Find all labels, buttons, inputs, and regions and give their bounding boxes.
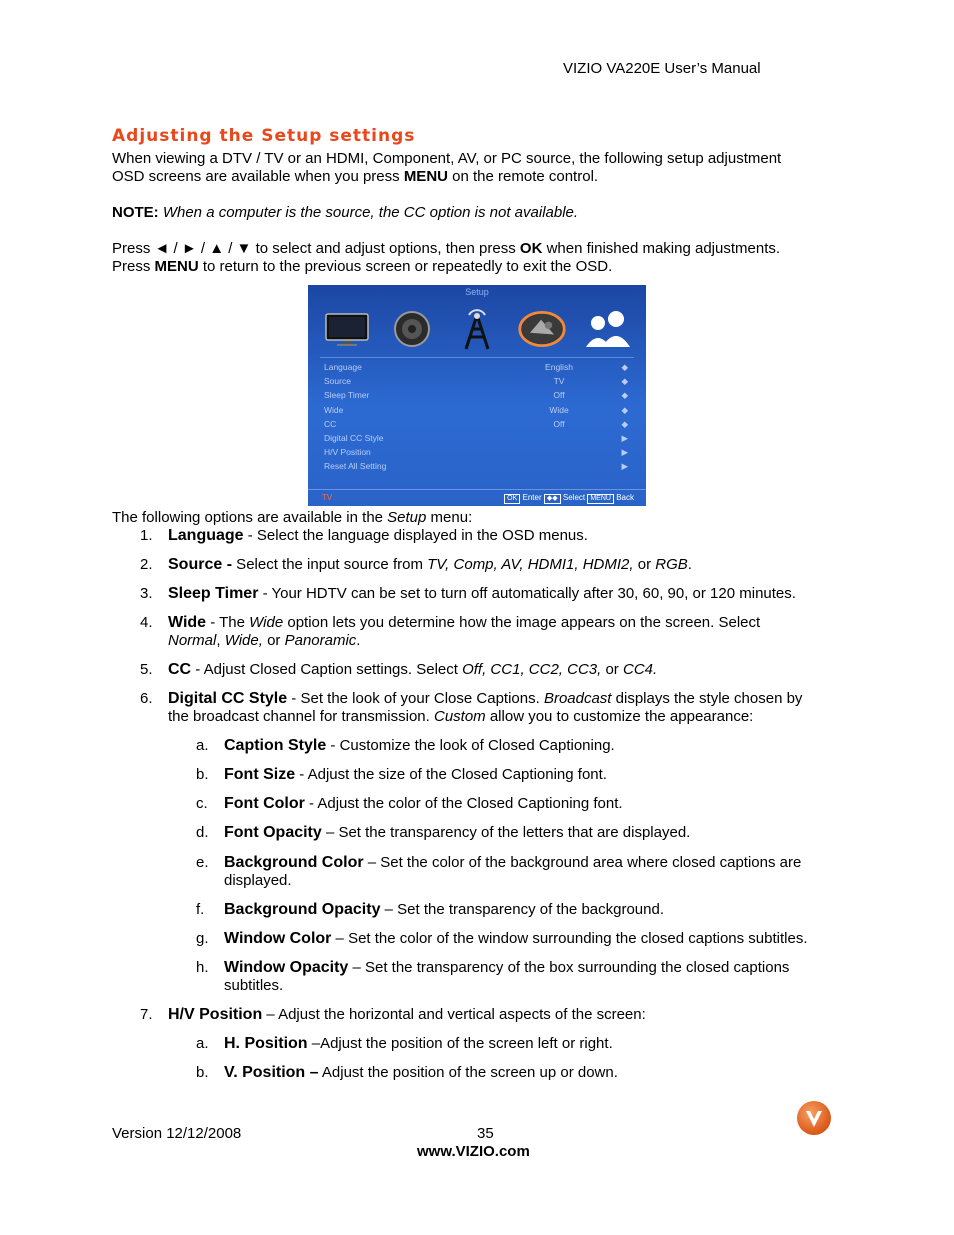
osd-row-sleep-timer[interactable]: Sleep Timer Off ◆ [324, 390, 628, 401]
osd-menu-list [324, 362, 634, 476]
section-title: Adjusting the Setup settings [112, 126, 416, 146]
osd-row-source[interactable]: Source TV ◆ [324, 376, 628, 387]
osd-hints: OK Enter ◆◆ Select MENU Back [504, 493, 634, 504]
option-term: CC [168, 661, 192, 678]
osd-title: Setup [465, 287, 489, 297]
option-term: Digital CC Style [168, 690, 288, 707]
submenu-arrow-icon: ▶ [621, 432, 628, 443]
option-term: Language [168, 527, 244, 544]
manual-header: VIZIO VA220E User’s Manual [563, 60, 761, 77]
osd-hint-bar [308, 489, 646, 506]
note-label: NOTE: [112, 204, 159, 221]
speaker-icon [387, 306, 437, 352]
osd-row-cc[interactable]: CC Off ◆ [324, 418, 628, 429]
note-text: When a computer is the source, the CC option is not available. [158, 204, 579, 221]
osd-row-hv-position[interactable]: H/V Position ▶ [324, 447, 628, 458]
osd-icon-bar [322, 303, 632, 355]
page-number: 35 [477, 1125, 494, 1142]
press-paragraph: Press ◄ / ► / ▲ / ▼ to select and adjust options, then press OK when finished making adjustments. Press MENU to return to the previous screen or repeatedly to exit the OSD. [112, 240, 781, 275]
osd-setup-screenshot [308, 285, 646, 506]
intro-paragraph [112, 150, 832, 186]
note-paragraph [112, 204, 832, 222]
intro-line-2: OSD screens are available when you press MENU on the remote control. [112, 168, 599, 185]
adjust-arrow-icon: ◆ [621, 418, 628, 429]
adjust-arrow-icon: ◆ [621, 404, 628, 415]
footer-version: Version 12/12/2008 [112, 1125, 242, 1142]
submenu-arrow-icon: ▶ [621, 461, 628, 472]
osd-row-reset-all[interactable]: Reset All Setting ▶ [324, 461, 628, 472]
adjust-arrow-icon: ◆ [621, 376, 628, 387]
option-term: Sleep Timer [168, 585, 259, 602]
ok-key-icon: OK [504, 494, 520, 504]
osd-divider [320, 357, 634, 358]
vizio-logo-icon [797, 1101, 831, 1135]
setup-icon [517, 306, 567, 352]
option-term: Source - [168, 556, 233, 573]
antenna-icon [452, 306, 502, 352]
nav-key-icon: ◆◆ [544, 494, 561, 504]
osd-source-label: TV [322, 493, 333, 502]
osd-row-language[interactable]: Language English ◆ [324, 362, 628, 372]
intro-line-1: When viewing a DTV / TV or an HDMI, Component, AV, or PC source, the following setup adjustment [112, 150, 782, 167]
osd-row-wide[interactable]: Wide Wide ◆ [324, 404, 628, 415]
option-term: Wide [168, 614, 207, 631]
users-icon [582, 306, 632, 352]
option-term: H/V Position [168, 1006, 263, 1023]
tv-icon [322, 306, 372, 352]
submenu-arrow-icon: ▶ [621, 447, 628, 458]
footer-url[interactable]: www.VIZIO.com [417, 1143, 530, 1160]
adjust-arrow-icon: ◆ [621, 390, 628, 401]
adjust-arrow-icon: ◆ [621, 362, 628, 372]
menu-key-icon: MENU [587, 494, 614, 504]
options-intro: The following options are available in the Setup menu: [112, 509, 473, 526]
osd-row-digital-cc-style[interactable]: Digital CC Style ▶ [324, 432, 628, 443]
